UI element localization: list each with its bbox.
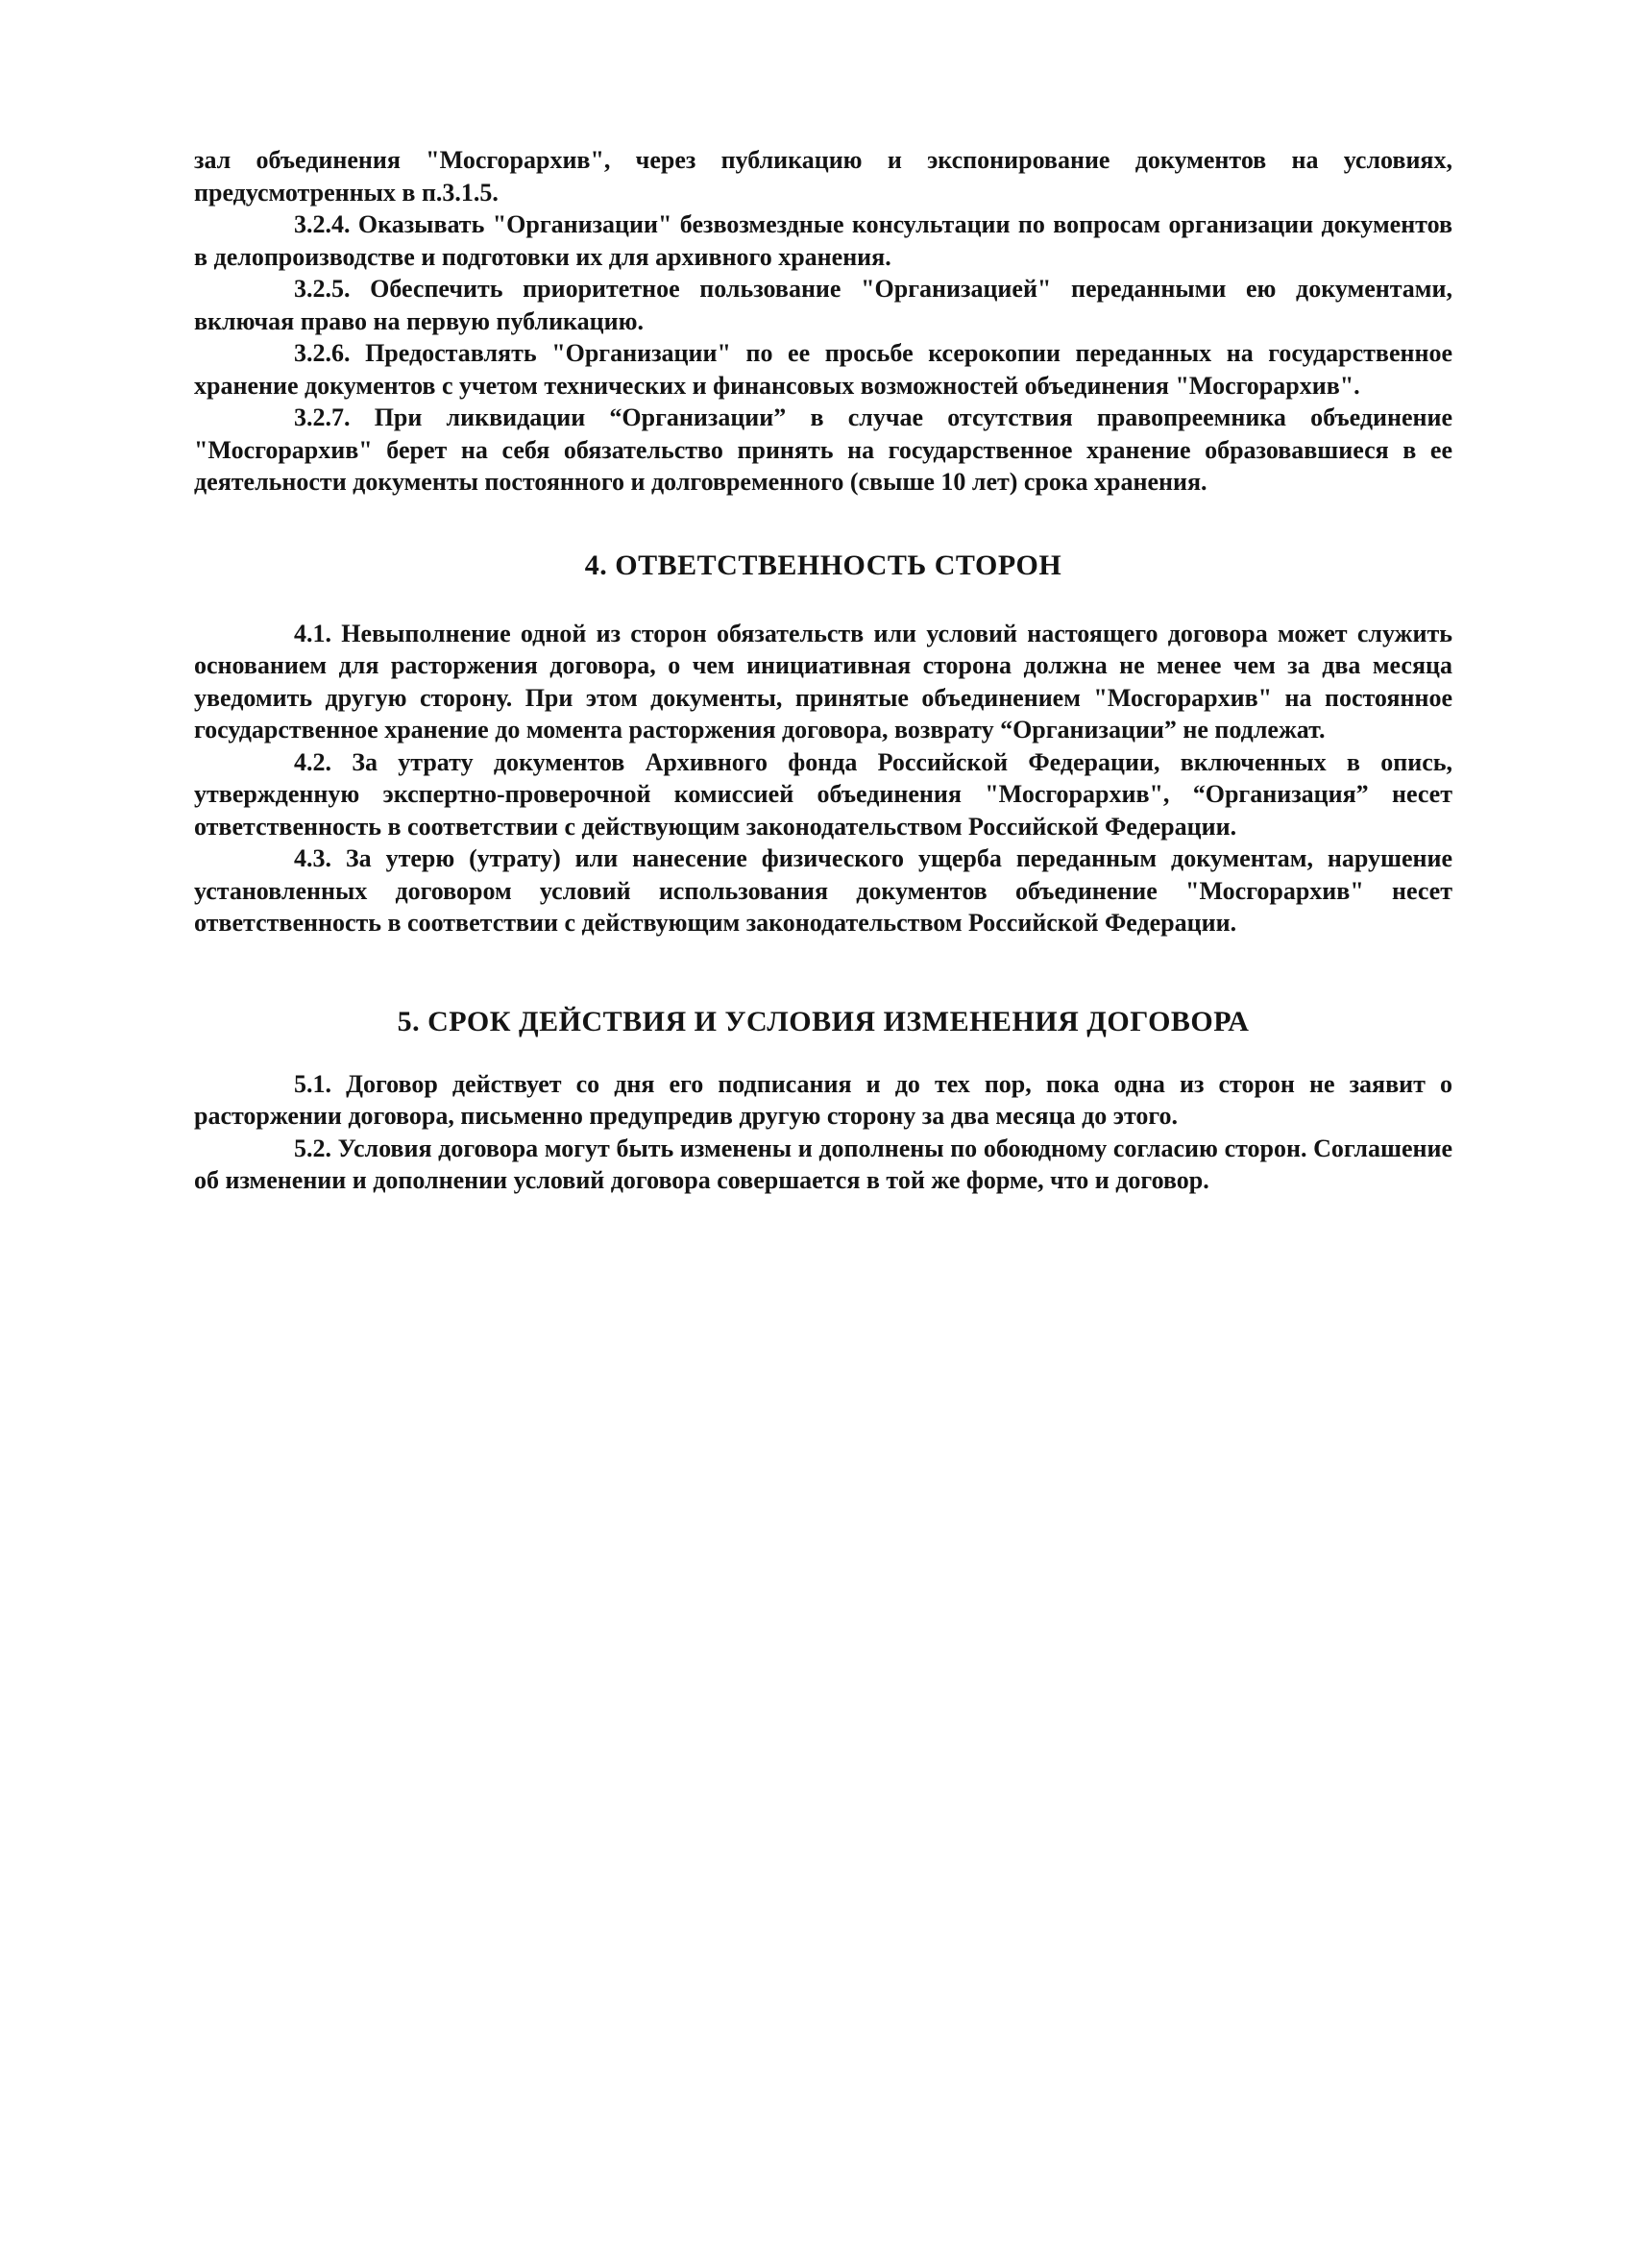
paragraph-4-2: 4.2. За утрату документов Архивного фонда Российской Федерации, включенных в опись, утвержденную экспертно-проверочной комиссией объединения "Мосгорархив", “Организация” несет ответственность в соответствии с действующим законодательством Российской Федерации. xyxy=(194,747,1452,841)
paragraph-3-2-5: 3.2.5. Обеспечить приоритетное пользование "Организацией" переданными ею документами, включая право на первую публикацию. xyxy=(194,275,1452,335)
paragraph-5-2: 5.2. Условия договора могут быть изменены и дополнены по обоюдному согласию сторон. Соглашение об изменении и дополнении условий договора совершается в той же форме, что и договор. xyxy=(194,1134,1452,1194)
section-5-heading: 5. СРОК ДЕЙСТВИЯ И УСЛОВИЯ ИЗМЕНЕНИЯ ДОГОВОРА xyxy=(397,1005,1250,1037)
paragraph-3-2-6: 3.2.6. Предоставлять "Организации" по ее просьбе ксерокопии переданных на государственное хранение документов с учетом технических и финансовых возможностей объединения "Мосгорархив". xyxy=(194,339,1452,400)
paragraph-4-3: 4.3. За утерю (утрату) или нанесение физического ущерба переданным документам, нарушение установленных договором условий использования документов объединение "Мосгорархив" несет ответственность в соответствии с действующим законодательством Российской Федерации. xyxy=(194,844,1452,937)
paragraph-continuation: зал объединения "Мосгорархив", через публикацию и экспонирование документов на условиях, предусмотренных в п.3.1.5. xyxy=(194,146,1452,207)
paragraph-5-1: 5.1. Договор действует со дня его подписания и до тех пор, пока одна из сторон не заявит о расторжении договора, письменно предупредив другую сторону за два месяца до этого. xyxy=(194,1069,1452,1130)
paragraph-3-2-7: 3.2.7. При ликвидации “Организации” в случае отсутствия правопреемника объединение "Мосгорархив" берет на себя обязательство принять на государственное хранение образовавшиеся в ее деятельности документы постоянного и долговременного (свыше 10 лет) срока хранения. xyxy=(194,403,1452,496)
document-body xyxy=(194,144,1452,1197)
paragraph-4-1: 4.1. Невыполнение одной из сторон обязательств или условий настоящего договора может служить основанием для расторжения договора, о чем инициативная сторона должна не менее чем за два месяца уведомить другую сторону. При этом документы, принятые объединением "Мосгорархив" на постоянное государственное хранение до момента расторжения договора, возврату “Организации” не подлежат. xyxy=(194,619,1452,744)
paragraph-3-2-4: 3.2.4. Оказывать "Организации" безвозмездные консультации по вопросам организации документов в делопроизводстве и подготовки их для архивного хранения. xyxy=(194,210,1452,271)
section-4-heading: 4. ОТВЕТСТВЕННОСТЬ СТОРОН xyxy=(584,549,1062,581)
